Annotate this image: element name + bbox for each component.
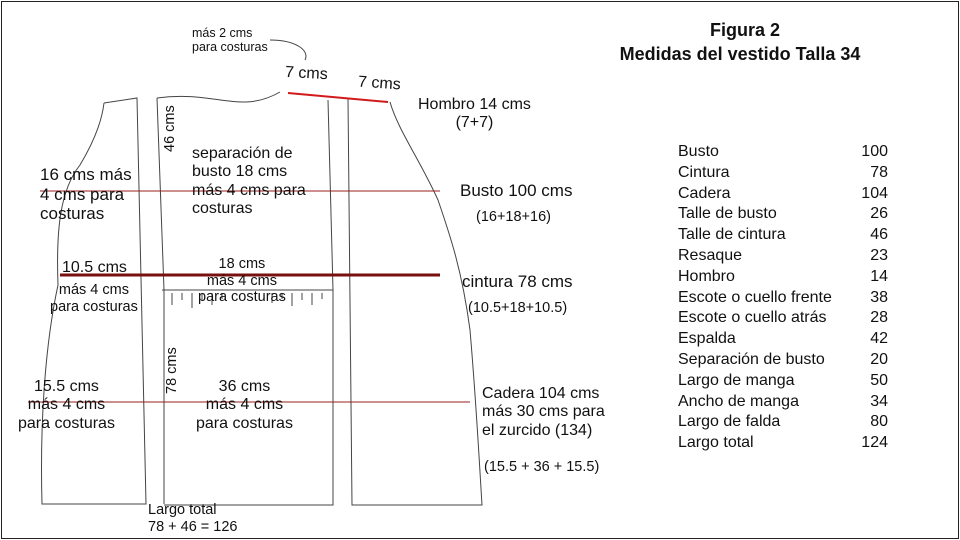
row-value: 104 — [861, 184, 888, 202]
skirt-height-label: 78 cms — [164, 347, 180, 394]
row-label: Largo de falda — [678, 413, 781, 431]
row-label: Escote o cuello frente — [678, 288, 832, 306]
table-row — [678, 288, 888, 309]
bust-label: Busto 100 cms — [460, 181, 573, 200]
waist-side-label: 10.5 cms — [62, 259, 127, 276]
row-value: 20 — [870, 350, 888, 368]
table-row — [678, 308, 888, 329]
row-label: Cadera — [678, 184, 731, 202]
row-label: Talle de busto — [678, 205, 777, 223]
hip-side-note: 15.5 cms más 4 cms para costuras — [18, 378, 115, 432]
table-row — [678, 142, 888, 163]
row-value: 50 — [870, 371, 888, 389]
table-row — [678, 225, 888, 246]
table-row — [678, 163, 888, 184]
row-value: 23 — [870, 246, 888, 264]
row-label: Escote o cuello atrás — [678, 309, 827, 327]
row-value: 14 — [870, 267, 888, 285]
waist-label: cintura 78 cms — [462, 272, 573, 291]
row-label: Cintura — [678, 163, 730, 181]
table-row — [678, 350, 888, 371]
table-row — [678, 246, 888, 267]
shoulder-right-label: 7 cms — [357, 73, 402, 94]
hip-formula: (15.5 + 36 + 15.5) — [484, 459, 600, 475]
figure-title: Figura 2 — [709, 20, 780, 40]
row-value: 34 — [870, 392, 888, 410]
row-value: 26 — [870, 205, 888, 223]
right-piece-outline — [348, 98, 482, 505]
row-label: Hombro — [678, 267, 735, 285]
center-piece-outline — [157, 98, 164, 504]
waist-formula: (10.5+18+10.5) — [468, 300, 568, 316]
row-label: Espalda — [678, 330, 736, 348]
row-label: Largo de manga — [678, 371, 795, 389]
center-piece-outline-right — [328, 100, 333, 505]
bodice-height-label: 46 cms — [162, 105, 178, 152]
table-row — [678, 184, 888, 205]
row-value: 80 — [870, 413, 888, 431]
hip-center-note: 36 cms más 4 cms para costuras — [196, 378, 293, 432]
row-value: 46 — [870, 226, 888, 244]
waist-center-note: 18 cms más 4 cms para costuras — [198, 256, 286, 306]
table-row — [678, 433, 888, 454]
hip-label: Cadera 104 cms más 30 cms para el zurcido (134) — [482, 385, 605, 439]
row-value: 38 — [870, 288, 888, 306]
row-label: Largo total — [678, 434, 754, 452]
table-row — [678, 392, 888, 413]
row-value: 124 — [861, 434, 888, 452]
neck-note-pointer — [270, 40, 306, 60]
shoulder-measure-label: Hombro 14 cms (7+7) — [418, 96, 531, 132]
measurements-table — [678, 142, 888, 454]
shoulder-left-label: 7 cms — [284, 63, 329, 84]
row-label: Ancho de manga — [678, 392, 799, 410]
row-value: 28 — [870, 309, 888, 327]
waist-side-note: más 4 cms para costuras — [50, 282, 138, 315]
center-bust-note: separación de busto 18 cms más 4 cms para costuras — [192, 145, 306, 218]
row-label: Separación de busto — [678, 350, 825, 368]
table-row — [678, 329, 888, 350]
total-length-note: Largo total 78 + 46 = 126 — [148, 502, 238, 535]
row-label: Busto — [678, 143, 719, 160]
neck-seam-note: más 2 cms para costuras — [192, 26, 268, 55]
row-value: 42 — [870, 330, 888, 348]
table-row — [678, 412, 888, 433]
row-label: Resaque — [678, 246, 743, 264]
shoulder-line — [288, 93, 388, 102]
row-value: 100 — [861, 143, 888, 160]
row-label: Talle de cintura — [678, 226, 786, 244]
table-row — [678, 204, 888, 225]
row-value: 78 — [870, 163, 888, 181]
table-row — [678, 371, 888, 392]
table-row — [678, 267, 888, 288]
neckline-curve — [157, 92, 280, 102]
side-bust-note: 16 cms más 4 cms para costuras — [40, 165, 132, 224]
figure-subtitle: Medidas del vestido Talla 34 — [619, 44, 861, 64]
bust-formula: (16+18+16) — [476, 209, 551, 225]
